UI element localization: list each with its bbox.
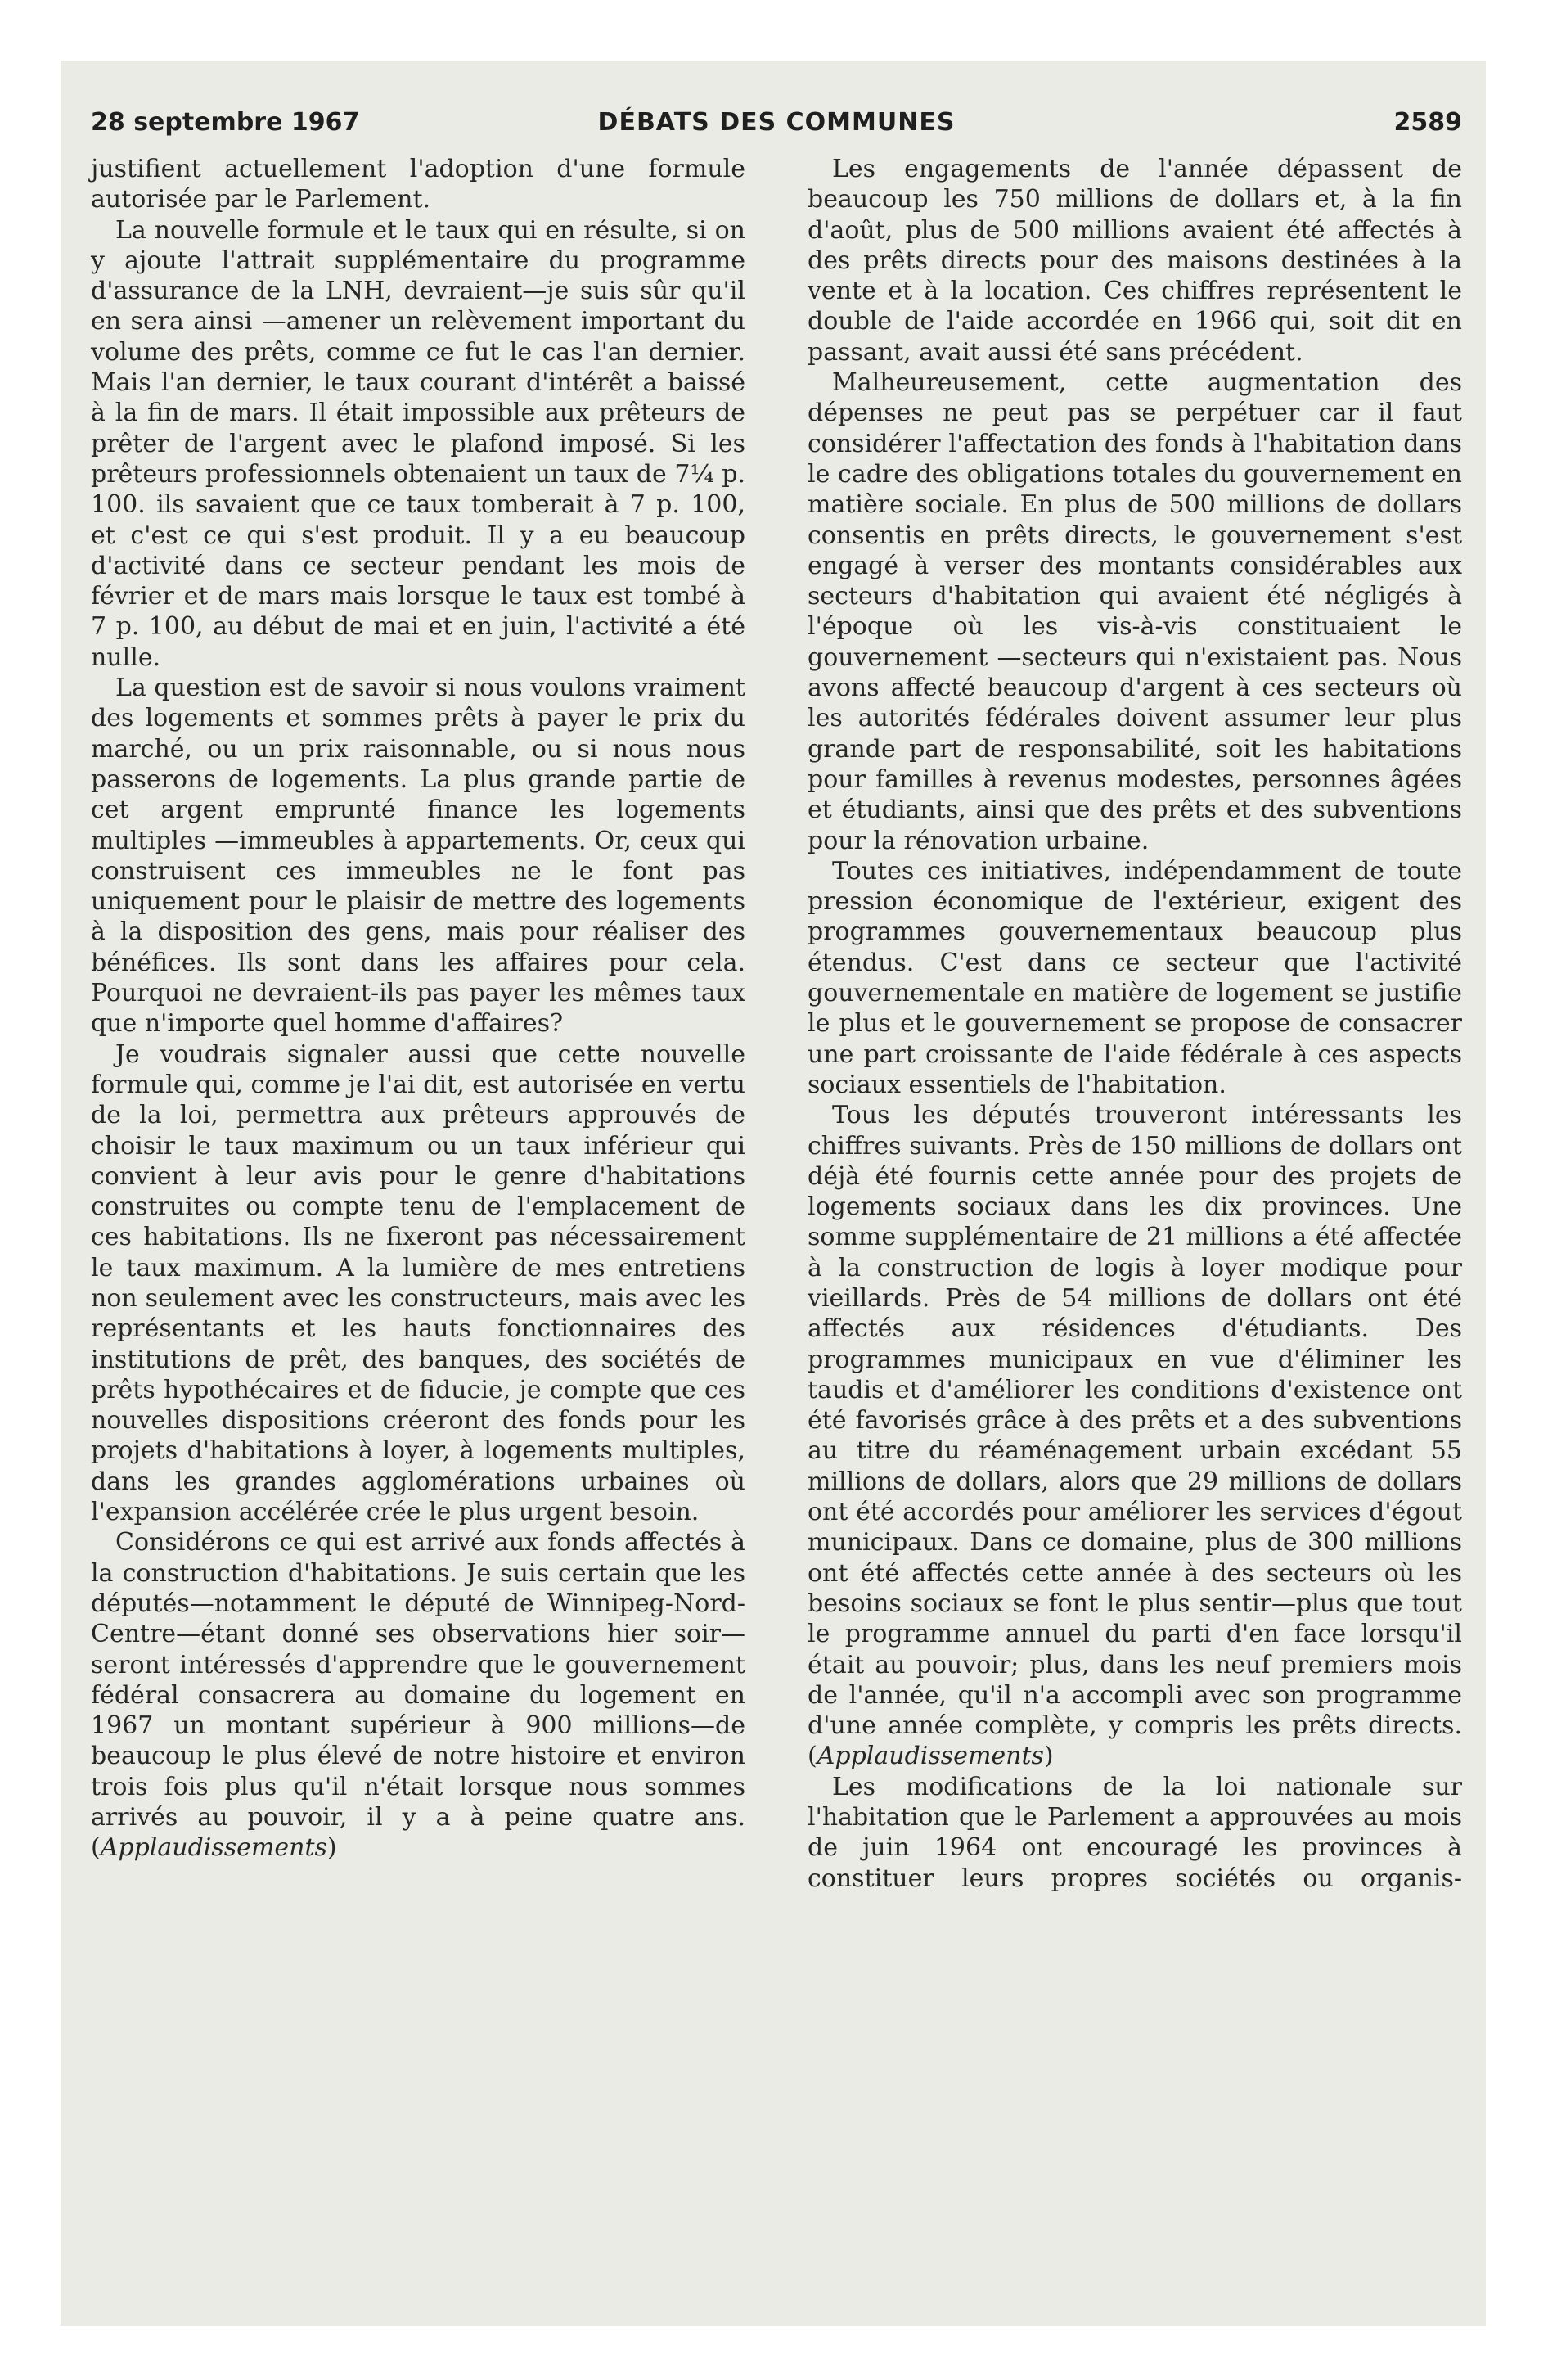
paragraph-text: Considérons ce qui est arrivé aux fonds affectés à la construction d'habitations. Je suis certain que les députés—notamment le député de Winnipeg-Nord-Centre—étant donné ses observations hier soir—seront intéressés d'apprendre que le gouvernement fédéral consacrera au domaine du logement en 1967 un montant supérieur à 900 millions—de beaucoup le plus élevé de notre histoire et environ trois fois plus qu'il n'était lorsque nous sommes arrivés au pouvoir, il y a à peine quatre ans. ( <box>91 1528 745 1863</box>
header-date: 28 septembre 1967 <box>91 108 360 137</box>
header-title: DÉBATS DES COMMUNES <box>597 108 956 137</box>
paragraph-text: Tous les députés trouveront intéressants les chiffres suivants. Près de 150 millions de dollars ont déjà été fournis cette année pour des projets de logements sociaux dans les dix provinces. Une somme supplémentaire de 21 millions a été affectée à la construction de logis à loyer modique pour vieillards. Près de 54 millions de dollars ont été affectés aux résidences d'étudiants. Des programmes municipaux en vue d'éliminer les taudis et d'améliorer les conditions d'existence ont été favorisés grâce à des prêts et a des subventions au titre du réaménagement urbain excédant 55 millions de dollars, alors que 29 millions de dollars ont été accordés pour améliorer les services d'égout municipaux. Dans ce domaine, plus de 300 millions ont été affectés cette année à des secteurs où les besoins sociaux se font le plus sentir—plus que tout le programme annuel du parti d'en face lorsqu'il était au pouvoir; plus, dans les neuf premiers mois de l'année, qu'il n'a accompli avec son programme d'une année complète, y compris les prêts directs. ( <box>808 1101 1462 1771</box>
paragraph: La question est de savoir si nous voulons vraiment des logements et sommes prêts à payer le prix du marché, ou un prix raisonnable, ou si nous nous passerons de logements. La plus grande partie de cet argent emprunté finance les logements multiples —immeubles à appartements. Or, ceux qui construisent ces immeubles ne le font pas uniquement pour le plaisir de mettre des logements à la disposition des gens, mais pour réaliser des bénéfices. Ils sont dans les affaires pour cela. Pourquoi ne devraient-ils pas payer les mêmes taux que n'importe quel homme d'affaires? <box>91 674 745 1039</box>
paragraph: Je voudrais signaler aussi que cette nouvelle formule qui, comme je l'ai dit, est autorisée en vertu de la loi, permettra aux prêteurs approuvés de choisir le taux maximum ou un taux inférieur qui convient à leur avis pour le genre d'habitations construites ou compte tenu de l'emplacement de ces habitations. Ils ne fixeront pas nécessairement le taux maximum. A la lumière de mes entretiens non seulement avec les constructeurs, mais avec les représentants et les hauts fonctionnaires des institutions de prêt, des banques, des sociétés de prêts hypothécaires et de fiducie, je compte que ces nouvelles dispositions créeront des fonds pour les projets d'habitations à loyer, à logements multiples, dans les grandes agglomérations urbaines où l'expansion accélérée crée le plus urgent besoin. <box>91 1039 745 1527</box>
paragraph <box>91 1527 745 1863</box>
paragraph: La nouvelle formule et le taux qui en résulte, si on y ajoute l'attrait supplémentaire du programme d'assurance de la LNH, devraient—je suis sûr qu'il en sera ainsi —amener un relèvement important du volume des prêts, comme ce fut le cas l'an dernier. Mais l'an dernier, le taux courant d'intérêt a baissé à la fin de mars. Il était impossible aux prêteurs de prêter de l'argent avec le plafond imposé. Si les prêteurs professionnels obtenaient un taux de 7¼ p. 100. ils savaient que ce taux tomberait à 7 p. 100, et c'est ce qui s'est produit. Il y a eu beaucoup d'activité dans ce secteur pendant les mois de février et de mars mais lorsque le taux est tombé à 7 p. 100, au début de mai et en juin, l'activité a été nulle. <box>91 215 745 672</box>
paragraph: Les modifications de la loi nationale sur l'habitation que le Parlement a approuvées au mois de juin 1964 ont encouragé les provinces à constituer leurs propres sociétés ou organis- <box>808 1772 1462 1893</box>
paragraph: justifient actuellement l'adoption d'une formule autorisée par le Parlement. <box>91 155 745 214</box>
scanned-page <box>61 61 1486 2326</box>
hansard-page <box>91 103 1462 2297</box>
paragraph-text-end: ) <box>1043 1742 1054 1771</box>
paragraph: Toutes ces initiatives, indépendamment de toute pression économique de l'extérieur, exigent des programmes gouvernementaux beaucoup plus étendus. C'est dans ce secteur que l'activité gouvernementale en matière de logement se justifie le plus et le gouvernement se propose de consacrer une part croissante de l'aide fédérale à ces aspects sociaux essentiels de l'habitation. <box>808 856 1462 1099</box>
running-header <box>91 103 1462 142</box>
right-column <box>808 154 1462 1894</box>
left-column <box>91 154 745 1864</box>
page-number: 2589 <box>1393 108 1462 137</box>
paragraph-text-end: ) <box>326 1833 337 1863</box>
applause-note: Applaudissements <box>817 1742 1044 1771</box>
paragraph: Les engagements de l'année dépassent de beaucoup les 750 millions de dollars et, à la fin d'août, plus de 500 millions avaient été affectés à des prêts directs pour des maisons destinées à la vente et à la location. Ces chiffres représentent le double de l'aide accordée en 1966 qui, soit dit en passant, avait aussi été sans précédent. <box>808 155 1462 367</box>
paragraph: Malheureusement, cette augmentation des dépenses ne peut pas se perpétuer car il faut considérer l'affectation des fonds à l'habitation dans le cadre des obligations totales du gouvernement en matière sociale. En plus de 500 millions de dollars consentis en prêts directs, le gouvernement s'est engagé à verser des montants considérables aux secteurs d'habitation qui avaient été négligés à l'époque où les vis-à-vis constituaient le gouvernement —secteurs qui n'existaient pas. Nous avons affecté beaucoup d'argent à ces secteurs où les autorités fédérales doivent assumer leur plus grande part de responsabilité, soit les habitations pour familles à revenus modestes, personnes âgées et étudiants, ainsi que des prêts et des subventions pour la rénovation urbaine. <box>808 368 1462 855</box>
paragraph <box>808 1100 1462 1772</box>
applause-note: Applaudissements <box>100 1833 327 1863</box>
